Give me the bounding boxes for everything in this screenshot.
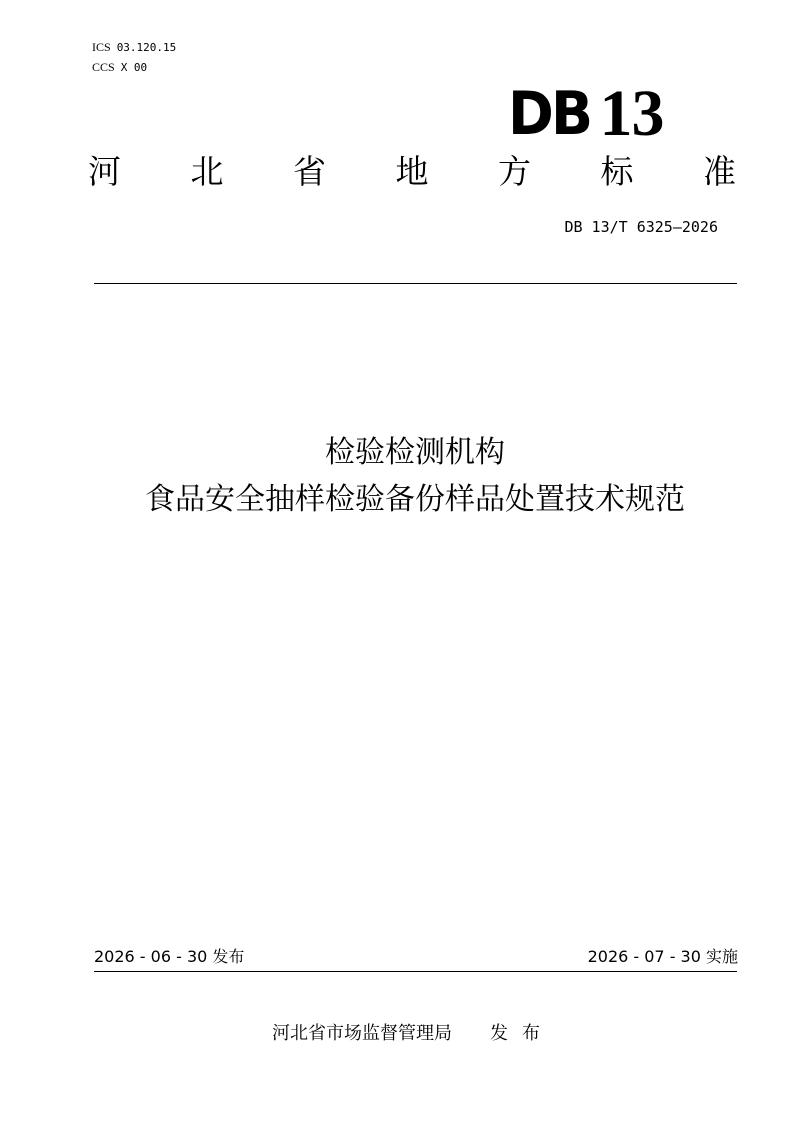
- standard-type-char: 标: [600, 152, 634, 191]
- document-title-line2: 食品安全抽样检验备份样品处置技术规范: [145, 482, 685, 517]
- ics-label: ICS: [92, 40, 111, 54]
- ics-value: 03.120.15: [116, 41, 177, 54]
- standard-type-char: 北: [190, 152, 224, 191]
- ics-code: [92, 40, 176, 55]
- publish-date: 2026 - 06 - 30 发布: [94, 947, 245, 966]
- standard-type-title: [88, 148, 736, 196]
- standard-type-char: 地: [395, 152, 429, 191]
- document-title-line1: 检验检测机构: [325, 435, 505, 470]
- ccs-value: X 00: [120, 61, 148, 74]
- publisher: [272, 1022, 554, 1046]
- db-logo: [508, 77, 664, 150]
- implement-date: 2026 - 07 - 30 实施: [587, 947, 738, 966]
- bottom-divider: [94, 971, 737, 972]
- standard-number: DB 13/T 6325—2026: [564, 218, 718, 236]
- ccs-label: CCS: [92, 60, 115, 74]
- db-logo-prefix: DB: [508, 79, 591, 149]
- standard-type-char: 省: [293, 152, 326, 191]
- top-divider: [94, 283, 737, 284]
- standard-type-char: 河: [88, 152, 121, 191]
- publisher-name: 河北省市场监督管理局: [272, 1023, 452, 1044]
- standard-type-char: 准: [703, 152, 736, 191]
- db-logo-number: 13: [599, 77, 664, 150]
- ccs-code: [92, 60, 147, 75]
- publisher-action: 发布: [490, 1023, 554, 1044]
- standard-type-char: 方: [498, 152, 531, 191]
